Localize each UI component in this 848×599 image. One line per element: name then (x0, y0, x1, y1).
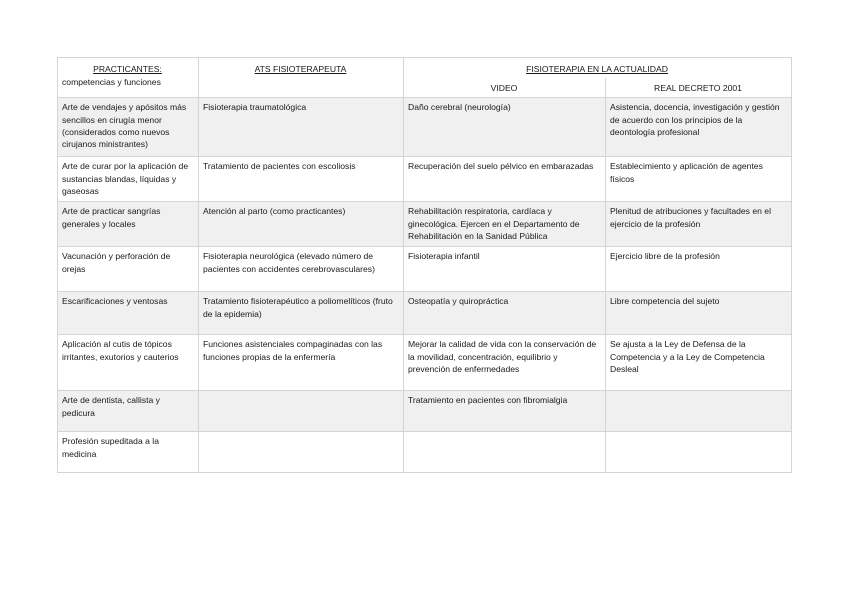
table-cell: Daño cerebral (neurología) (404, 98, 606, 157)
table-cell: Fisioterapia infantil (404, 247, 606, 292)
table-cell: Funciones asistenciales compaginadas con las funciones propias de la enfermería (199, 335, 404, 391)
table-cell: Arte de vendajes y apósitos más sencillos en cirugía menor (considerados como nuevos cirujanos ministrantes) (58, 98, 199, 157)
table-cell: Se ajusta a la Ley de Defensa de la Competencia y a la Ley de Competencia Desleal (606, 335, 792, 391)
table-cell (606, 391, 792, 432)
table-row (58, 157, 792, 202)
table-row (58, 247, 792, 292)
table-cell: Tratamiento en pacientes con fibromialgia (404, 391, 606, 432)
table-cell: Tratamiento de pacientes con escoliosis (199, 157, 404, 202)
table-cell: Libre competencia del sujeto (606, 292, 792, 335)
table-cell: Arte de practicar sangrías generales y locales (58, 202, 199, 247)
table-cell: Profesión supeditada a la medicina (58, 432, 199, 473)
table-cell (606, 432, 792, 473)
comparison-table (57, 57, 792, 473)
table-row (58, 98, 792, 157)
table-row (58, 292, 792, 335)
table-cell (404, 432, 606, 473)
table-cell: Ejercicio libre de la profesión (606, 247, 792, 292)
table-cell: Establecimiento y aplicación de agentes físicos (606, 157, 792, 202)
subheader-cell-video (404, 78, 606, 98)
header-practicantes-title: PRACTICANTES: (93, 64, 162, 74)
table-cell: Osteopatía y quiropráctica (404, 292, 606, 335)
subheader-video: VIDEO (490, 83, 518, 94)
header-practicantes-subtitle: competencias y funciones (62, 77, 161, 88)
table-cell: Atención al parto (como practicantes) (199, 202, 404, 247)
table-cell (199, 432, 404, 473)
subheader-real-decreto: REAL DECRETO 2001 (654, 83, 742, 94)
table-cell: Plenitud de atribuciones y facultades en el ejercicio de la profesión (606, 202, 792, 247)
table-cell: Aplicación al cutis de tópicos irritantes, exutorios y cauterios (58, 335, 199, 391)
table-row (58, 391, 792, 432)
table-row (58, 335, 792, 391)
table-cell: Fisioterapia neurológica (elevado número de pacientes con accidentes cerebrovasculares) (199, 247, 404, 292)
table-cell (199, 391, 404, 432)
header-fisioterapia-title: FISIOTERAPIA EN LA ACTUALIDAD (526, 64, 668, 74)
table-cell: Fisioterapia traumatológica (199, 98, 404, 157)
table-cell: Rehabilitación respiratoria, cardíaca y ginecológica. Ejercen en el Departamento de Rehabilitación en la Sanidad Pública (404, 202, 606, 247)
header-ats-title: ATS FISIOTERAPEUTA (254, 64, 347, 74)
table-cell: Arte de curar por la aplicación de sustancias blandas, líquidas y gaseosas (58, 157, 199, 202)
subheader-cell-real-decreto (606, 78, 792, 98)
table-cell: Arte de dentista, callista y pedicura (58, 391, 199, 432)
table-cell: Escarificaciones y ventosas (58, 292, 199, 335)
table-cell: Tratamiento fisioterapéutico a poliomelíticos (fruto de la epidemia) (199, 292, 404, 335)
header-cell-practicantes (58, 58, 199, 98)
header-cell-fisioterapia (404, 58, 792, 79)
table-cell: Vacunación y perforación de orejas (58, 247, 199, 292)
table-row (58, 202, 792, 247)
table-cell: Asistencia, docencia, investigación y gestión de acuerdo con los principios de la deontología profesional (606, 98, 792, 157)
table-header-row (58, 58, 792, 79)
table-cell: Mejorar la calidad de vida con la conservación de la movilidad, concentración, equilibrio y prevención de enfermedades (404, 335, 606, 391)
header-cell-ats (199, 58, 404, 98)
table-cell: Recuperación del suelo pélvico en embarazadas (404, 157, 606, 202)
table-row (58, 432, 792, 473)
